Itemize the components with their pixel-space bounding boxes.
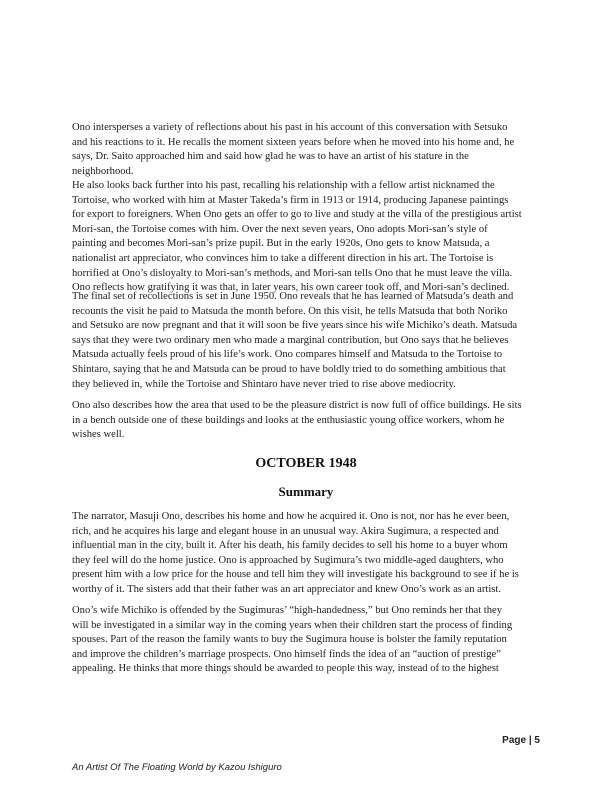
text-line: Matsuda actually feels proud of his life’s work. Ono compares himself and Matsuda to the Tortoise to — [72, 349, 503, 361]
text-line: Ono also describes how the area that used to be the pleasure district is now full of office buildings. He sits — [72, 400, 522, 411]
text-line: will be investigated in a similar way in the coming years when their children start the process of finding — [72, 619, 513, 631]
text-line: Tortoise, who worked with him at Master Takeda’s firm in 1913 or 1914, producing Japanese paintings — [72, 194, 509, 206]
paragraph — [72, 290, 552, 392]
text-line: neighborhood. — [72, 165, 134, 177]
text-line: present him with a low price for the house and tell him they will investigate his background to see if he is — [72, 569, 519, 581]
footer-title: An Artist Of The Floating World by Kazou Ishiguro — [72, 762, 282, 773]
text-line: nationalist art appreciator, who convinces him to take a different direction in his art. The Tortoise is — [72, 252, 494, 264]
paragraph — [72, 121, 552, 179]
text-line: painting and becomes Mori-san’s prize pupil. But in the early 1920s, Ono gets to know Matsuda, a — [72, 238, 490, 250]
text-line: in a bench outside one of these buildings and looks at the enthusiastic young office workers, whom he — [72, 414, 505, 426]
text-line: Shintaro, saying that he and Matsuda can be proud to have boldly tried to do something ambitious that — [72, 363, 506, 375]
text-line: appealing. He thinks that more things should be awarded to people this way, instead of to the highest — [72, 663, 499, 675]
text-line: He also looks back further into his past, recalling his relationship with a fellow artist nicknamed the — [72, 180, 495, 191]
text-line: The final set of recollections is set in June 1950. Ono reveals that he has learned of Matsuda’s death and — [72, 291, 514, 302]
text-line: and his reactions to it. He recalls the moment sixteen years before when he moved into his home and, he — [72, 136, 515, 148]
text-line: worthy of it. The sisters add that their father was an art appreciator and knew Ono’s work as an artist. — [72, 583, 502, 595]
section-heading: OCTOBER 1948 — [255, 456, 357, 471]
text-line: Ono reflects how gratifying it was that, in later years, his own career took off, and Mori-san’s declined. — [72, 282, 510, 294]
text-line: horrified at Ono’s disloyalty to Mori-san’s methods, and Mori-san tells Ono that he must leave the villa. — [72, 267, 513, 279]
text-line: wishes well. — [72, 429, 125, 441]
text-line: says, Dr. Saito approached him and said how glad he was to have an artist of his stature in the — [72, 151, 469, 163]
text-line: says that they were two ordinary men who made a marginal contribution, but Ono says that he believes — [72, 334, 509, 346]
text-line: rich, and he acquires his large and elegant house in an unusual way. Akira Sugimura, a respected and — [72, 525, 499, 537]
text-line: they feel will do the home justice. Ono is approached by Sugimura’s two middle-aged daughters, who — [72, 554, 504, 566]
text-line: influential man in the city, built it. After his death, his family decides to sell his home to a buyer whom — [72, 540, 508, 552]
text-line: spouses. Part of the reason the family wants to buy the Sugimura house is bolster the family reputation — [72, 634, 507, 646]
subsection-heading: Summary — [278, 484, 334, 499]
text-line: The narrator, Masuji Ono, describes his home and how he acquired it. Ono is not, nor has he ever been, — [72, 511, 510, 522]
text-line: they believed in, while the Tortoise and Shintaro have never tried to rise above mediocrity. — [72, 378, 456, 390]
paragraph — [72, 399, 552, 443]
text-line: and Setsuko are now pregnant and that it will soon be five years since his wife Michiko’s death. Matsuda — [72, 320, 518, 332]
paragraph — [72, 179, 552, 296]
text-line: Mori-san, the Tortoise comes with him. Over the next seven years, Ono adopts Mori-san’s style of — [72, 223, 488, 235]
text-line: and improve the children’s marriage prospects. Ono himself finds the idea of an “auction of prestige” — [72, 648, 501, 660]
paragraph — [72, 510, 552, 598]
page-number: Page | 5 — [502, 735, 540, 746]
text-line: Ono’s wife Michiko is offended by the Sugimuras’ “high-handedness,” but Ono reminds her that they — [72, 605, 503, 616]
text-line: for export to foreigners. When Ono gets an offer to go to live and study at the villa of the prestigious artist — [72, 209, 522, 221]
text-line: recounts the visit he paid to Matsuda the month before. On this visit, he tells Matsuda that both Noriko — [72, 305, 508, 317]
text-line: Ono intersperses a variety of reflections about his past in his account of this conversation with Setsuko — [72, 122, 508, 133]
paragraph — [72, 604, 552, 677]
